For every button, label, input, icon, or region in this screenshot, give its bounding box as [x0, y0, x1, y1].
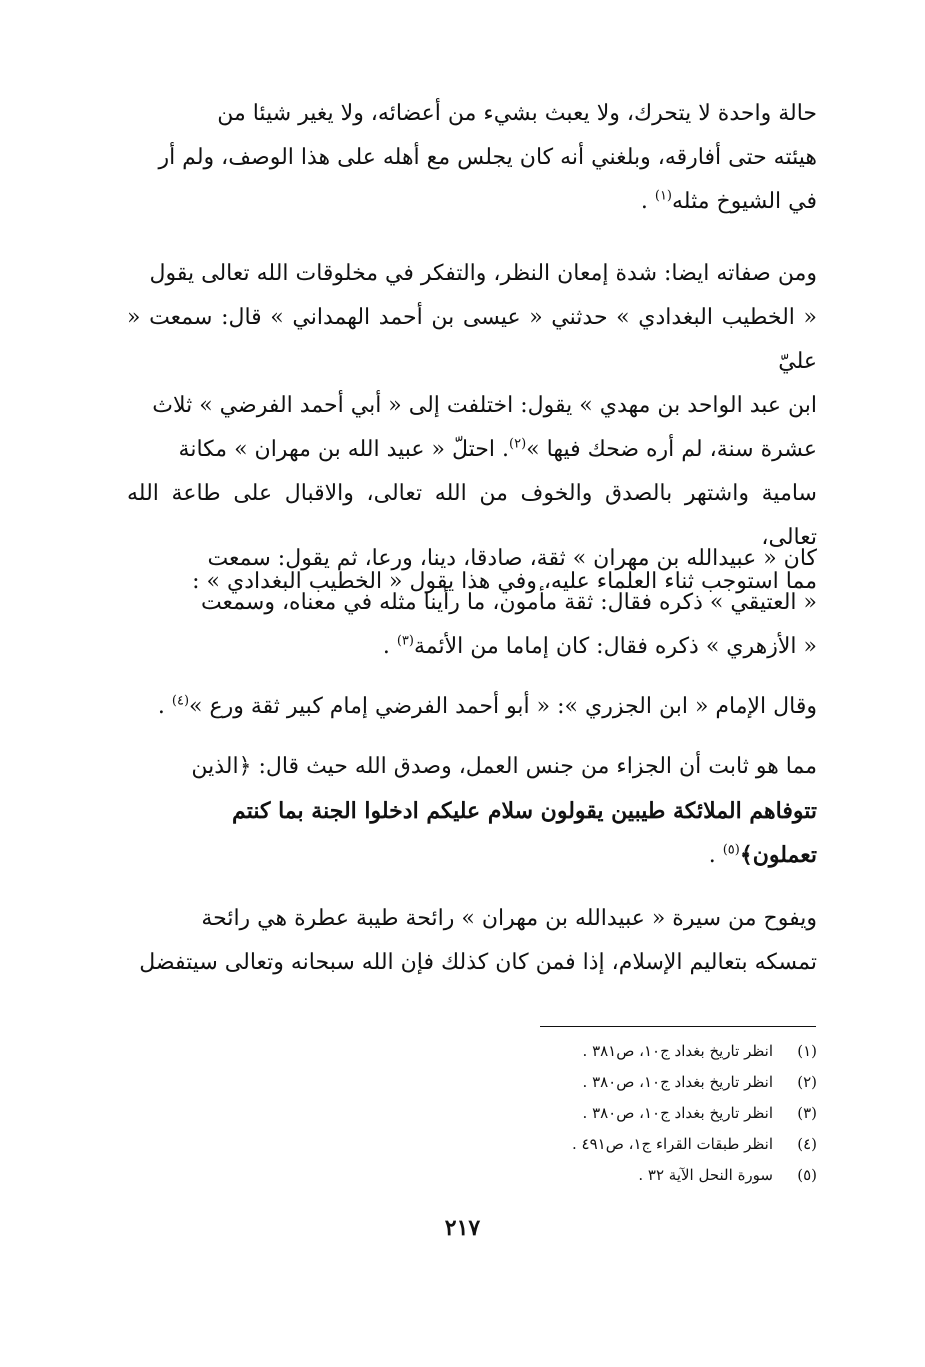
footnote-number: (٢): [797, 1073, 817, 1091]
footnote-ref[interactable]: (٤): [171, 693, 190, 709]
line-end: .: [382, 634, 397, 659]
footnote-item: [517, 1036, 817, 1067]
quran-verse-line: تتوفاهم الملائكة طيبين يقولون سلام عليكم ادخلوا الجنة بما كنتم: [232, 798, 817, 824]
footnote-text: انظر تاريخ بغداد ج١٠، ص٣٨١ .: [582, 1042, 773, 1060]
line: [127, 180, 817, 224]
footnote-number: (٥): [797, 1166, 817, 1184]
line: [127, 428, 817, 472]
footnote-item: [517, 1067, 817, 1098]
footnote-text: سورة النحل الآية ٣٢ .: [638, 1166, 773, 1184]
line-end: .: [157, 694, 172, 719]
paragraph-6: [127, 897, 817, 985]
line: [127, 833, 817, 878]
line: حالة واحدة لا يتحرك، ولا يعبث بشيء من أعضائه، ولا يغير شيئا من: [217, 101, 817, 126]
footnote-number: (٣): [797, 1104, 817, 1122]
footnote-number: (٤): [797, 1135, 817, 1153]
line-text: « الأزهري » ذكره فقال: كان إماما من الأئمة: [413, 634, 817, 659]
footnotes: [517, 1036, 817, 1191]
page-number: ٢١٧: [444, 1215, 481, 1241]
paragraph-5: [127, 745, 817, 878]
line-end: .: [708, 843, 723, 868]
footnote-item: [517, 1160, 817, 1191]
line: ومن صفاته ايضا: شدة إمعان النظر، والتفكر في مخلوقات الله تعالى يقول: [149, 261, 817, 286]
line: « الخطيب البغدادي » حدثني « عيسى بن أحمد الهمداني » قال: سمعت « عليّ: [127, 305, 817, 374]
line: [127, 625, 817, 669]
line: مما استوجب ثناء العلماء عليه، وفي هذا يقول « الخطيب البغدادي » :: [192, 569, 817, 594]
footnote-text: انظر تاريخ بغداد ج١٠، ص٣٨٠ .: [582, 1104, 773, 1122]
line: هيئته حتى أفارقه، وبلغني أنه كان يجلس مع أهله على هذا الوصف، ولم أر: [158, 145, 817, 170]
paragraph-4: [127, 685, 817, 729]
quran-verse-line: تعملون﴾: [739, 842, 817, 868]
line-text: . احتلّ « عبيد الله بن مهران » مكانة: [178, 437, 510, 462]
line: كان « عبيدالله بن مهران » ثقة، صادقا، دينا، ورعا، ثم يقول: سمعت: [207, 546, 817, 571]
footnote-item: [517, 1098, 817, 1129]
line-end: .: [640, 189, 655, 214]
footnote-separator: [540, 1026, 816, 1027]
line: « العتيقي » ذكره فقال: ثقة مأمون، ما رأينا مثله في معناه، وسمعت: [200, 590, 817, 615]
footnote-item: [517, 1129, 817, 1160]
line: ويفوح من سيرة « عبيدالله بن مهران » رائحة طيبة عطرة هي رائحة: [201, 906, 817, 931]
footnote-ref[interactable]: (٢): [509, 436, 527, 452]
footnote-ref[interactable]: (٥): [722, 842, 740, 858]
line: ابن عبد الواحد بن مهدي » يقول: اختلفت إلى « أبي أحمد الفرضي » ثلاث: [152, 393, 817, 418]
line: سامية واشتهر بالصدق والخوف من الله تعالى، والاقبال على طاعة الله تعالى،: [127, 481, 817, 550]
footnote-text: انظر طبقات القراء ج١، ص٤٩١ .: [571, 1135, 773, 1153]
line: [127, 685, 817, 729]
paragraph-3: [127, 537, 817, 669]
line-text: في الشيوخ مثله: [672, 189, 817, 214]
line: مما هو ثابت أن الجزاء من جنس العمل، وصدق الله حيث قال: ﴿الذين: [191, 754, 817, 779]
footnote-ref[interactable]: (٣): [396, 633, 414, 649]
line-text: عشرة سنة، لم أره ضحك فيها »: [526, 437, 817, 462]
line: تمسكه بتعاليم الإسلام، إذا فمن كان كذلك فإن الله سبحانه وتعالى سيتفضل: [139, 950, 817, 975]
footnote-ref[interactable]: (١): [654, 188, 672, 204]
line-text: وقال الإمام « ابن الجزري »: « أبو أحمد الفرضي إمام كبير ثقة ورع »: [189, 694, 817, 719]
paragraph-1: [127, 92, 817, 224]
footnote-text: انظر تاريخ بغداد ج١٠، ص٣٨٠ .: [582, 1073, 773, 1091]
footnote-number: (١): [797, 1042, 817, 1060]
